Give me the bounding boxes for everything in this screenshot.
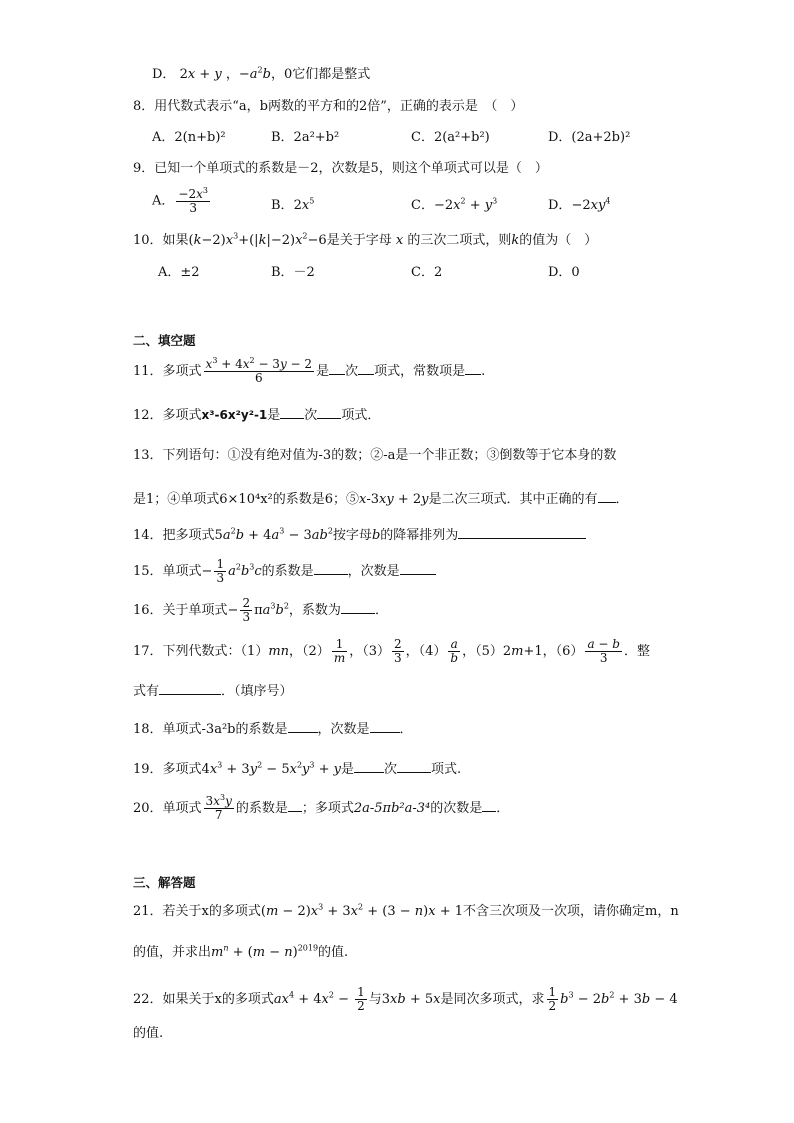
option-label: B． <box>271 198 294 213</box>
math: x-3xy + 2y <box>359 492 429 507</box>
text: 次 <box>304 408 318 423</box>
q10-option-d: D．0 <box>548 265 580 280</box>
text: ，（5） <box>462 644 503 659</box>
text: . <box>481 364 486 379</box>
text: 21．若关于x的多项式 <box>133 904 261 919</box>
text: 的值. <box>318 945 349 960</box>
answer-blank[interactable] <box>397 759 431 773</box>
text: 次 <box>345 364 359 379</box>
answer-blank[interactable] <box>354 759 384 773</box>
text: 是 <box>341 762 355 777</box>
text: 次 <box>384 762 398 777</box>
text: 式有 <box>133 684 160 699</box>
text: 17．下列代数式：（1） <box>133 644 269 659</box>
text: ，次数是 <box>317 722 370 737</box>
q8-option-d: D．(2a+2b)² <box>548 130 631 145</box>
math: $\frac{1}{2}$ $b^3 - 2b^2 + 3b - 4$ <box>548 985 678 1013</box>
section-title-fill-in: 二、填空题 <box>133 333 196 348</box>
text: ，（3） <box>349 644 390 659</box>
answer-blank[interactable] <box>458 525 586 539</box>
text: 18．单项式-3a²b的系数是 <box>133 722 288 737</box>
text: 的值为（ ） <box>519 233 598 248</box>
q22-line2: 的值. <box>133 1026 164 1041</box>
answer-blank[interactable] <box>288 798 302 812</box>
q20 <box>133 792 509 826</box>
text: 10．如果 <box>133 233 189 248</box>
text: 12．多项式 <box>133 408 202 423</box>
q21-line2 <box>133 944 348 962</box>
text: 14．把多项式 <box>133 528 215 543</box>
fraction: $\frac{a - b}{3}$ <box>587 637 620 665</box>
q10-stem: 10．如果$(k-2)x^3+(|k|-2)x^2-6$是关于字母 x 的三次二项式，则k的值为（ ） <box>133 231 598 248</box>
q14: 14．把多项式$5a^2b + 4a^3 - 3ab^2$按字母b的降幂排列为 <box>133 525 586 545</box>
text: 项式，常数项是 <box>374 364 466 379</box>
text: 的降幂排列为 <box>380 528 459 543</box>
math: 2x + y ，$-a^2b$ <box>179 65 271 82</box>
math: $ax^4 + 4x^2$ − $\frac{1}{2}$ <box>273 985 365 1013</box>
math: 3xb + 5x <box>381 992 441 1007</box>
answer-blank[interactable] <box>465 361 481 375</box>
option-label: C． <box>411 198 434 213</box>
q9-option-b: B．$2x^5$ <box>271 196 315 213</box>
text: 的系数是 <box>235 801 288 816</box>
fraction: $\frac{1}{2}$ <box>548 985 557 1013</box>
text: 的次数是 <box>430 801 483 816</box>
fraction: $\frac{3x^3y}{7}$ <box>205 793 232 822</box>
fraction: $\frac{1}{2}$ <box>357 985 365 1013</box>
q15 <box>133 555 436 589</box>
text: 11．多项式 <box>133 364 202 379</box>
q8-option-a: A．2(n+b)² <box>152 130 226 145</box>
answer-blank[interactable] <box>314 561 348 575</box>
answer-blank[interactable] <box>329 361 345 375</box>
answer-blank[interactable] <box>358 361 374 375</box>
text: 的三次二项式，则 <box>407 233 512 248</box>
text: ，次数是 <box>347 564 400 579</box>
text: 的系数是 <box>261 564 314 579</box>
math: − $\frac{1}{3}$ $a^2b^3c$ <box>201 557 262 585</box>
text: ．（填序号） <box>221 684 293 699</box>
fraction: $\frac{-2x^3}{3}$ <box>178 186 208 215</box>
answer-blank[interactable] <box>598 489 616 503</box>
expression: 2a-5πb²a-3⁴ <box>353 801 431 816</box>
math: $4x^3 + 3y^2 - 5x^2y^3 + y$ <box>201 760 342 777</box>
option-label: A． <box>152 193 175 209</box>
option-label: D． <box>152 67 176 82</box>
q8-option-c: C．2(a²+b²) <box>411 130 490 145</box>
q9-option-d: D．$-2xy^4$ <box>548 196 611 213</box>
answer-blank[interactable] <box>280 405 304 419</box>
expression: x³-6x²y²-1 <box>201 408 268 422</box>
math: $5a^2b + 4a^3 - 3ab^2$ <box>214 526 333 543</box>
answer-blank[interactable] <box>317 405 341 419</box>
q17-line1: 17．下列代数式：（1）mn，（2） $\frac{1}{m}$ ，（3） $\frac{2}{3}$ ，（4） $\frac{a}{b}$ ，（5）2m+1，（6） $\frac{a - b}{3}$ ．整 <box>133 637 650 665</box>
text: ，（6） <box>542 644 584 659</box>
text: 20．单项式 <box>133 801 202 816</box>
text: 22．如果关于x的多项式 <box>133 992 274 1007</box>
text: ，（2） <box>289 644 330 659</box>
q13-line1: 13．下列语句：①没有绝对值为-3的数；②-a是一个非正数；③倒数等于它本身的数 <box>133 448 617 463</box>
text: 的值，并求出 <box>133 945 212 960</box>
section-title-solve: 三、解答题 <box>133 875 196 890</box>
text: 与 <box>368 992 382 1007</box>
math: $m^n + (m - n)^{2019}$ <box>211 943 319 960</box>
text: ；多项式 <box>301 801 354 816</box>
text: ． <box>496 801 510 816</box>
q9-option-a <box>152 188 212 224</box>
text: 是 <box>267 408 281 423</box>
fraction: $\frac{x^3 + 4x^2 - 3y - 2}{6}$ <box>205 356 313 385</box>
text: ．整 <box>623 644 650 659</box>
text: 项式． <box>341 408 381 423</box>
text: 是同次多项式，求 <box>440 992 545 1007</box>
answer-blank[interactable] <box>341 600 375 614</box>
q9-stem: 9．已知一个单项式的系数是－2，次数是5，则这个单项式可以是（ ） <box>133 161 548 176</box>
q16 <box>133 594 388 628</box>
text: ． <box>615 492 629 507</box>
q10-option-a: A．±2 <box>158 265 200 280</box>
text: ． <box>399 722 413 737</box>
text: 15．单项式 <box>133 564 202 579</box>
q21-line1 <box>133 903 679 921</box>
q12 <box>133 405 380 425</box>
answer-blank[interactable] <box>288 719 318 733</box>
q22-line1 <box>133 983 678 1017</box>
text: 按字母 <box>332 528 372 543</box>
text: ，（4） <box>405 644 447 659</box>
q19 <box>133 759 461 779</box>
text: 不含三次项及一次项，请你确定m，n <box>463 904 679 919</box>
fraction: $\frac{1}{3}$ <box>216 557 225 585</box>
option-label: D． <box>548 198 572 213</box>
q17-line2 <box>133 681 293 701</box>
text: 是二次三项式．其中正确的有 <box>428 492 598 507</box>
answer-blank[interactable] <box>159 681 221 695</box>
text: 是1；④单项式6×10⁴x²的系数是6；⑤ <box>133 492 360 507</box>
q11 <box>133 355 485 389</box>
text: ，系数为 <box>288 603 341 618</box>
fraction: $\frac{2}{3}$ <box>242 596 251 624</box>
q8-option-b: B．2a²+b² <box>271 130 340 145</box>
q10-option-c: C．2 <box>411 265 443 280</box>
math: $(m - 2)x^3 + 3x^2 + (3 - n)x + 1$ <box>260 902 463 919</box>
text: 16．关于单项式 <box>133 603 228 618</box>
text: ． <box>374 603 388 618</box>
fraction: $\frac{1}{m}$ <box>333 637 346 665</box>
q10-option-b: B．－2 <box>271 265 315 280</box>
q18 <box>133 719 413 739</box>
text: 项式. <box>431 762 462 777</box>
option-text: ，0它们都是整式 <box>270 67 371 82</box>
text: 是关于字母 <box>326 233 392 248</box>
math: $(k-2)x^3+(|k|-2)x^2-6$ <box>188 231 327 248</box>
answer-blank[interactable] <box>400 561 436 575</box>
text: 19．多项式 <box>133 762 202 777</box>
q7-option-d <box>152 66 370 84</box>
q9-option-c: C．$-2x^2 + y^3$ <box>411 196 498 213</box>
fraction: $\frac{a}{b}$ <box>450 637 459 665</box>
answer-blank[interactable] <box>482 798 496 812</box>
math: − $\frac{2}{3}$ $\pi a^3b^2$ <box>227 596 289 624</box>
text: 是 <box>316 364 330 379</box>
answer-blank[interactable] <box>370 719 400 733</box>
q8-stem: 8．用代数式表示“a，b两数的平方和的2倍”，正确的表示是 （ ） <box>133 99 524 114</box>
fraction: $\frac{2}{3}$ <box>393 637 402 665</box>
q13-line2 <box>133 489 629 509</box>
